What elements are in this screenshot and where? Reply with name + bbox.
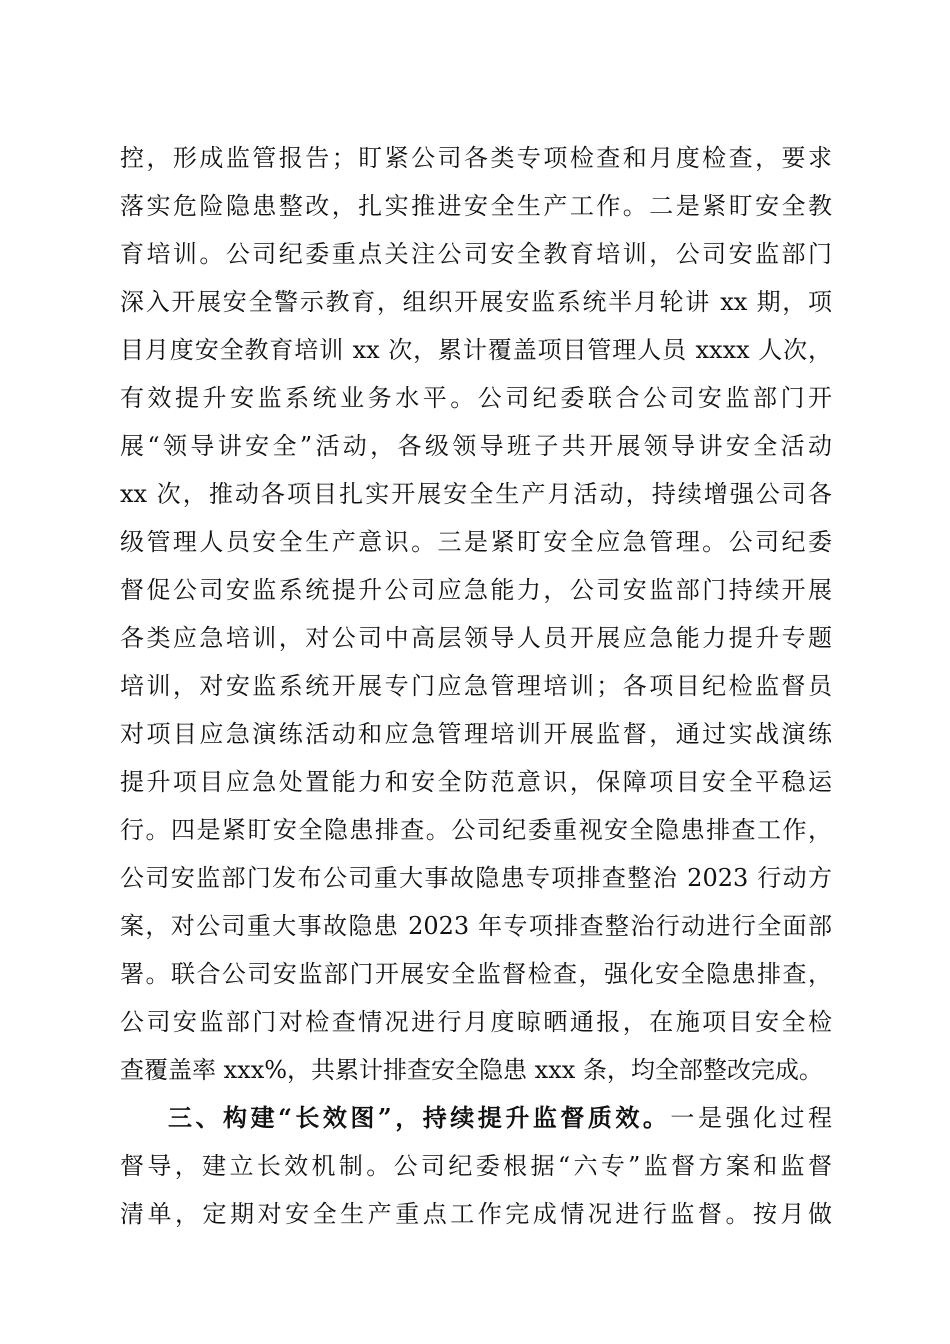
paragraph-line: 目月度安全教育培训 xx 次，累计覆盖项目管理人员 xxxx 人次， (120, 336, 832, 364)
section-heading-rest: 一是强化过程 (670, 1104, 832, 1132)
paragraph-line: 公司安监部门对检查情况进行月度晾晒通报，在施项目安全检 (120, 1008, 832, 1036)
section-heading: 三、构建“长效图”，持续提升监督质效。 (168, 1103, 671, 1132)
paragraph-line: 各类应急培训，对公司中高层领导人员开展应急能力提升专题 (120, 624, 832, 652)
paragraph-line: 行。四是紧盯安全隐患排查。公司纪委重视安全隐患排查工作， (120, 816, 832, 844)
paragraph-line: 督促公司安监系统提升公司应急能力，公司安监部门持续开展 (120, 576, 832, 604)
paragraph-line: 对项目应急演练活动和应急管理培训开展监督，通过实战演练 (120, 720, 832, 748)
paragraph-line: xx 次，推动各项目扎实开展安全生产月活动，持续增强公司各 (120, 480, 832, 508)
paragraph-line: 督导，建立长效机制。公司纪委根据“六专”监督方案和监督 (120, 1152, 832, 1180)
paragraph-line: 清单，定期对安全生产重点工作完成情况进行监督。按月做 (120, 1200, 832, 1228)
paragraph-line: 深入开展安全警示教育，组织开展安监系统半月轮讲 xx 期，项 (120, 288, 832, 316)
paragraph-line: 有效提升安监系统业务水平。公司纪委联合公司安监部门开 (120, 384, 832, 412)
paragraph-line: 展“领导讲安全”活动，各级领导班子共开展领导讲安全活动 (120, 432, 832, 460)
paragraph-line: 公司安监部门发布公司重大事故隐患专项排查整治 2023 行动方 (120, 864, 832, 892)
paragraph-line: 提升项目应急处置能力和安全防范意识，保障项目安全平稳运 (120, 768, 832, 796)
paragraph-line: 落实危险隐患整改，扎实推进安全生产工作。二是紧盯安全教 (120, 192, 832, 220)
paragraph-line: 案，对公司重大事故隐患 2023 年专项排查整治行动进行全面部 (120, 912, 832, 940)
paragraph-line: 查覆盖率 xxx%，共累计排查安全隐患 xxx 条，均全部整改完成。 (120, 1056, 823, 1084)
paragraph-line: 署。联合公司安监部门开展安全监督检查，强化安全隐患排查， (120, 960, 832, 988)
section-heading-line (168, 1098, 832, 1138)
paragraph-line: 级管理人员安全生产意识。三是紧盯安全应急管理。公司纪委 (120, 528, 832, 556)
paragraph-line: 控，形成监管报告；盯紧公司各类专项检查和月度检查，要求 (120, 144, 832, 172)
paragraph-line: 培训，对安监系统开展专门应急管理培训；各项目纪检监督员 (120, 672, 832, 700)
paragraph-line: 育培训。公司纪委重点关注公司安全教育培训，公司安监部门 (120, 240, 832, 268)
